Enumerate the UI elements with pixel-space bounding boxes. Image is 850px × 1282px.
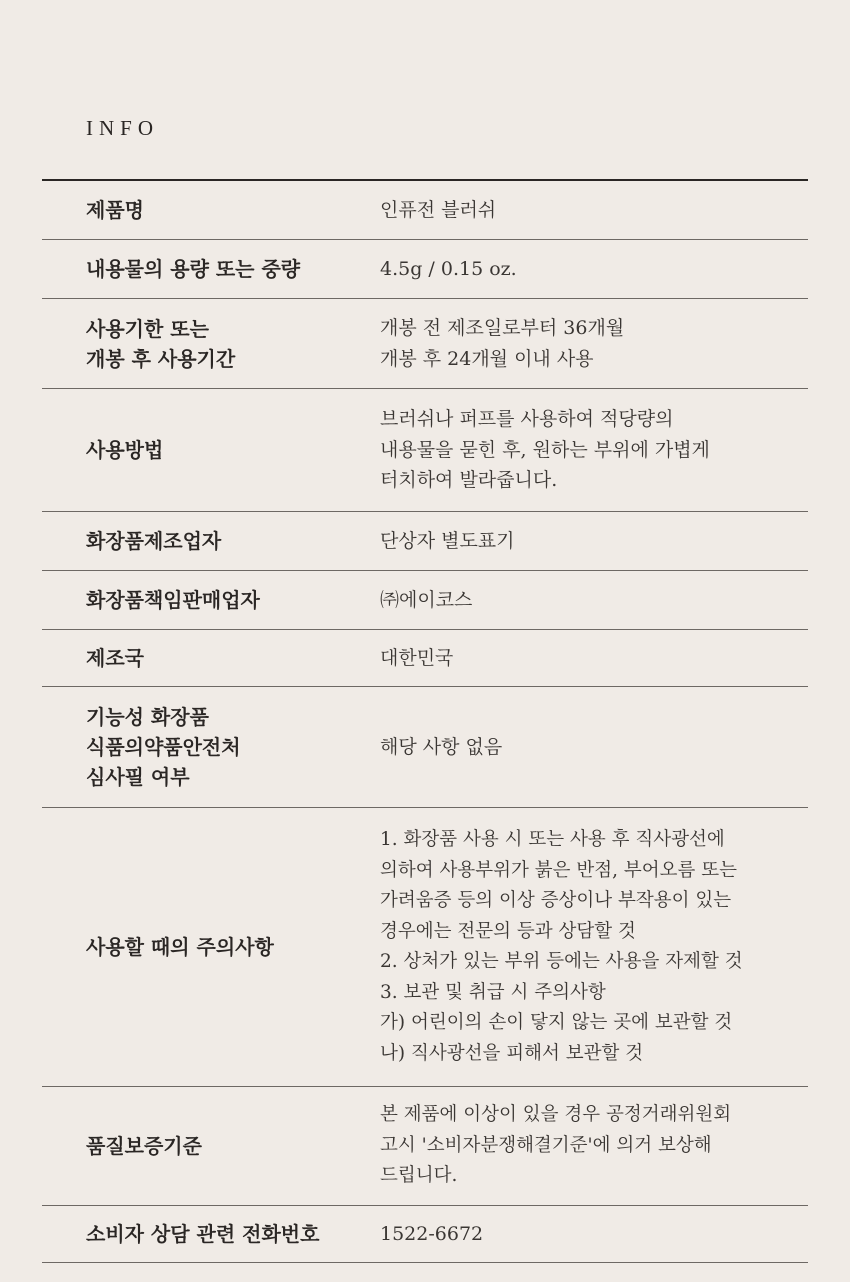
row-value: 4.5g / 0.15 oz. [380,257,517,280]
row-value: 본 제품에 이상이 있을 경우 공정거래위원회 고시 '소비자분쟁해결기준'에 의거 보상해 드립니다. [380,1104,732,1187]
row-value: 단상자 별도표기 [380,529,515,552]
row-value: 해당 사항 없음 [380,735,503,758]
product-info-table [42,179,808,1263]
table-row [42,240,808,299]
row-value: 개봉 전 제조일로부터 36개월 개봉 후 24개월 이내 사용 [380,317,625,370]
row-label: 제조국 [86,646,144,670]
row-label: 소비자 상담 관련 전화번호 [86,1222,320,1246]
info-heading: INFO [86,116,160,140]
row-label: 품질보증기준 [86,1134,202,1158]
table-row [42,571,808,630]
row-label: 기능성 화장품 식품의약품안전처 심사필 여부 [86,705,241,789]
row-label: 화장품제조업자 [86,529,222,553]
row-value: 1522-6672 [380,1222,484,1245]
table-row [42,512,808,571]
table-row [42,299,808,389]
row-value: 1. 화장품 사용 시 또는 사용 후 직사광선에 의하여 사용부위가 붉은 반점, 부어오름 또는 가려움증 등의 이상 증상이나 부작용이 있는 경우에는 전문의 등과 상담할 것 2. 상처가 있는 부위 등에는 사용을 자제할 것 3. 보관 및 취급 시 주의사항 가) 어린이의 손이 닿지 않는 곳에 보관할 것 나) 직사광선을 피해서 보관할 것 [380,829,743,1064]
table-row [42,1087,808,1206]
row-value: 브러쉬나 퍼프를 사용하여 적당량의 내용물을 묻힌 후, 원하는 부위에 가볍게 터치하여 발라줍니다. [380,408,710,492]
table-row [42,808,808,1087]
row-label: 사용기한 또는 개봉 후 사용기간 [86,316,236,371]
table-row [42,181,808,240]
row-value: ㈜에이코스 [380,588,473,611]
row-label: 화장품책임판매업자 [86,588,260,612]
row-label: 제품명 [86,198,144,222]
table-row [42,1206,808,1263]
table-row [42,389,808,512]
row-label: 내용물의 용량 또는 중량 [86,257,301,281]
table-row [42,687,808,808]
row-label: 사용할 때의 주의사항 [86,935,274,959]
row-label: 사용방법 [86,438,164,462]
row-value: 인퓨전 블러쉬 [380,198,497,221]
row-value: 대한민국 [380,646,454,669]
table-row [42,630,808,687]
